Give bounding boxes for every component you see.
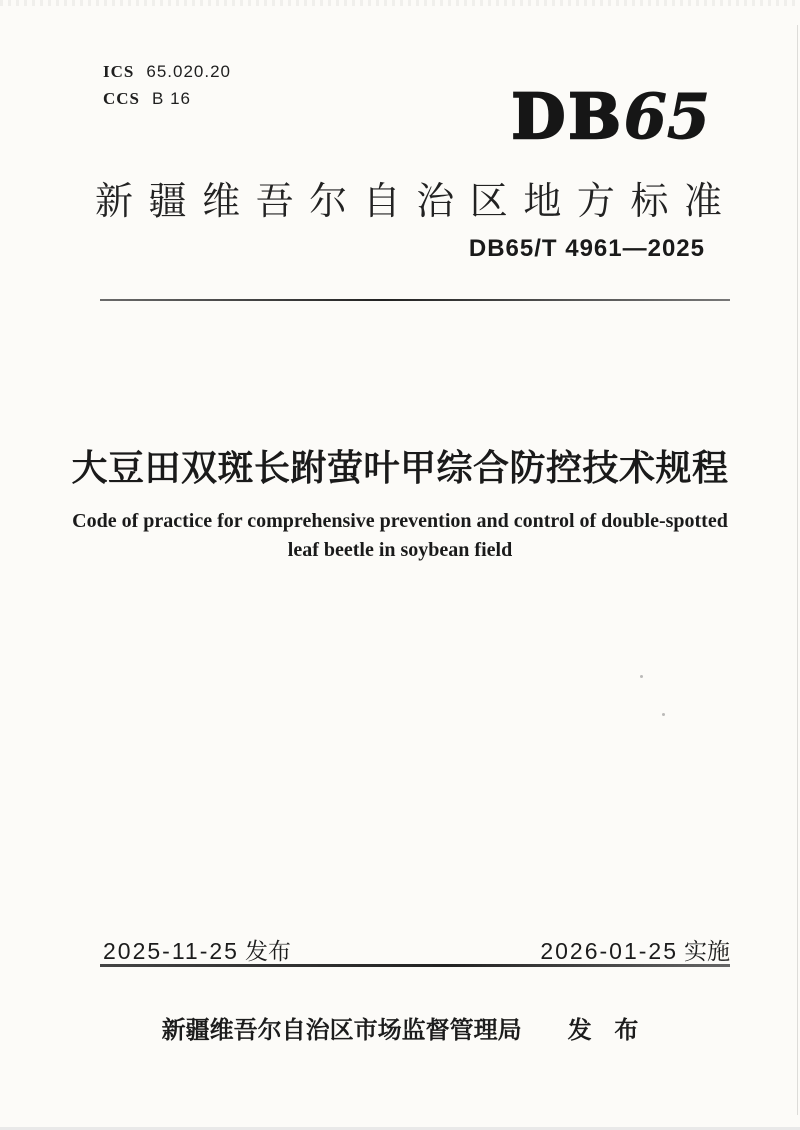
publisher-name: 新疆维吾尔自治区市场监督管理局 (161, 1017, 522, 1044)
issue-date-item (103, 933, 291, 966)
implement-date: 2026-01-25 (540, 938, 678, 964)
issue-date: 2025-11-25 (103, 938, 239, 964)
db65-logo-number: 65 (623, 80, 710, 153)
publish-action-label: 发 布 (567, 1017, 639, 1044)
ccs-code-row (103, 85, 231, 112)
classification-codes (103, 58, 231, 112)
ccs-label: CCS (103, 89, 141, 108)
footer-divider-rule (100, 964, 730, 967)
scan-artifact-top-edge (0, 0, 800, 6)
document-title-english (60, 507, 740, 565)
scan-speck (640, 675, 643, 678)
db65-logo (511, 80, 710, 153)
document-title-english-line1: Code of practice for comprehensive prevention and control of double-spotted (72, 510, 728, 532)
issue-date-label: 发布 (244, 938, 291, 964)
publisher-row (0, 1010, 800, 1045)
ccs-value: B 16 (152, 89, 191, 108)
header-divider-rule (100, 299, 730, 301)
standard-number: DB65/T 4961—2025 (468, 235, 705, 262)
implement-date-label: 实施 (684, 938, 730, 964)
ics-code-row (103, 58, 231, 85)
db65-logo-db: DB (511, 80, 624, 153)
implement-date-item (540, 933, 730, 966)
document-title-english-line2: leaf beetle in soybean field (287, 539, 513, 561)
scan-artifact-right-edge (797, 25, 798, 1115)
ics-value: 65.020.20 (146, 62, 231, 81)
standard-category-title: 新疆维吾尔自治区地方标准 (95, 181, 722, 223)
ics-label: ICS (103, 62, 135, 81)
document-title-chinese: 大豆田双斑长跗萤叶甲综合防控技术规程 (71, 447, 729, 488)
scan-speck (662, 713, 665, 716)
date-row (103, 933, 730, 966)
